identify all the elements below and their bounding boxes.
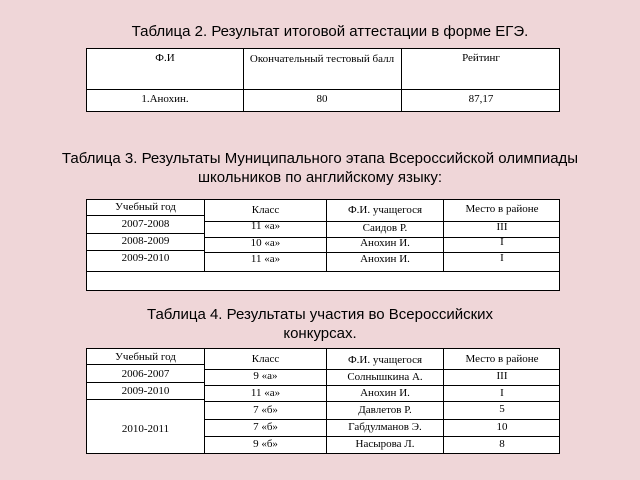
- table4-row2-class: 11 «а»: [250, 387, 281, 399]
- table4-caption-line1: Таблица 4. Результаты участия во Всероссийских: [146, 306, 494, 323]
- table3-header-place: Место в районе: [465, 203, 539, 215]
- table4-row3-class: 7 «б»: [253, 404, 278, 416]
- table3-caption-line1: Таблица 3. Результаты Муниципального этапа Всероссийской олимпиады: [61, 150, 579, 167]
- table2-cell-rating: 87,17: [468, 93, 494, 105]
- table3-header-student: Ф.И. учащегося: [347, 204, 423, 216]
- table3-row3-year: 2009-2010: [121, 252, 170, 264]
- table3-row1-class: 11 «а»: [250, 220, 281, 232]
- table4-header-class: Класс: [251, 353, 280, 365]
- table4-row1-year: 2006-2007: [121, 368, 170, 380]
- table4-header-year: Учебный год: [115, 351, 176, 363]
- table2: [86, 48, 560, 112]
- table3-row2-year: 2008-2009: [121, 235, 170, 247]
- table4-row3-student: Давлетов Р.: [358, 404, 412, 416]
- table4: [86, 348, 560, 454]
- table4-row3-place: 5: [499, 403, 505, 415]
- table3: [86, 199, 560, 291]
- table3-caption-line2: школьников по английскому языку:: [197, 169, 443, 186]
- table3-row2-student: Анохин И.: [360, 237, 410, 249]
- table4-row4-student: Габдулманов Э.: [348, 421, 422, 433]
- table4-row2-year: 2009-2010: [121, 385, 170, 397]
- table4-row5-student: Насырова Л.: [355, 438, 415, 450]
- table2-header-rating: Рейтинг: [462, 52, 500, 64]
- table3-row3-place: I: [500, 252, 504, 264]
- table4-row1-place: III: [496, 370, 508, 382]
- table2-cell-score: 80: [316, 93, 328, 105]
- table3-row2-place: I: [500, 236, 504, 248]
- table4-caption: [90, 305, 550, 343]
- table4-header-place: Место в районе: [465, 353, 539, 365]
- table4-row5-class: 9 «б»: [253, 438, 278, 450]
- table2-cell-name: 1.Анохин.: [141, 93, 189, 105]
- table3-row1-place: III: [496, 221, 508, 233]
- table2-header-name: Ф.И: [155, 52, 175, 64]
- table4-row5-place: 8: [499, 438, 505, 450]
- table4-row2-student: Анохин И.: [360, 387, 410, 399]
- table4-row1-student: Солнышкина А.: [347, 371, 423, 383]
- table3-header-class: Класс: [251, 204, 280, 216]
- table3-row2-class: 10 «а»: [250, 237, 281, 249]
- table3-row3-student: Анохин И.: [360, 253, 410, 265]
- table3-caption: [30, 149, 610, 187]
- table4-row1-class: 9 «а»: [253, 370, 278, 382]
- table3-header-year: Учебный год: [115, 201, 176, 213]
- table4-row2-place: I: [500, 387, 504, 399]
- table3-row1-student: Саидов Р.: [362, 222, 408, 234]
- table4-row3-year: 2010-2011: [121, 423, 170, 435]
- table4-caption-line2: конкурсах.: [283, 325, 357, 342]
- table3-row1-year: 2007-2008: [121, 218, 170, 230]
- table2-caption: Таблица 2. Результат итоговой аттестации в форме ЕГЭ.: [131, 23, 529, 40]
- table2-header-score: Окончательный тестовый балл: [249, 53, 395, 65]
- table4-header-student: Ф.И. учащегося: [347, 354, 423, 366]
- table3-row3-class: 11 «а»: [250, 253, 281, 265]
- table4-row4-place: 10: [496, 421, 508, 433]
- table4-row4-class: 7 «б»: [253, 421, 278, 433]
